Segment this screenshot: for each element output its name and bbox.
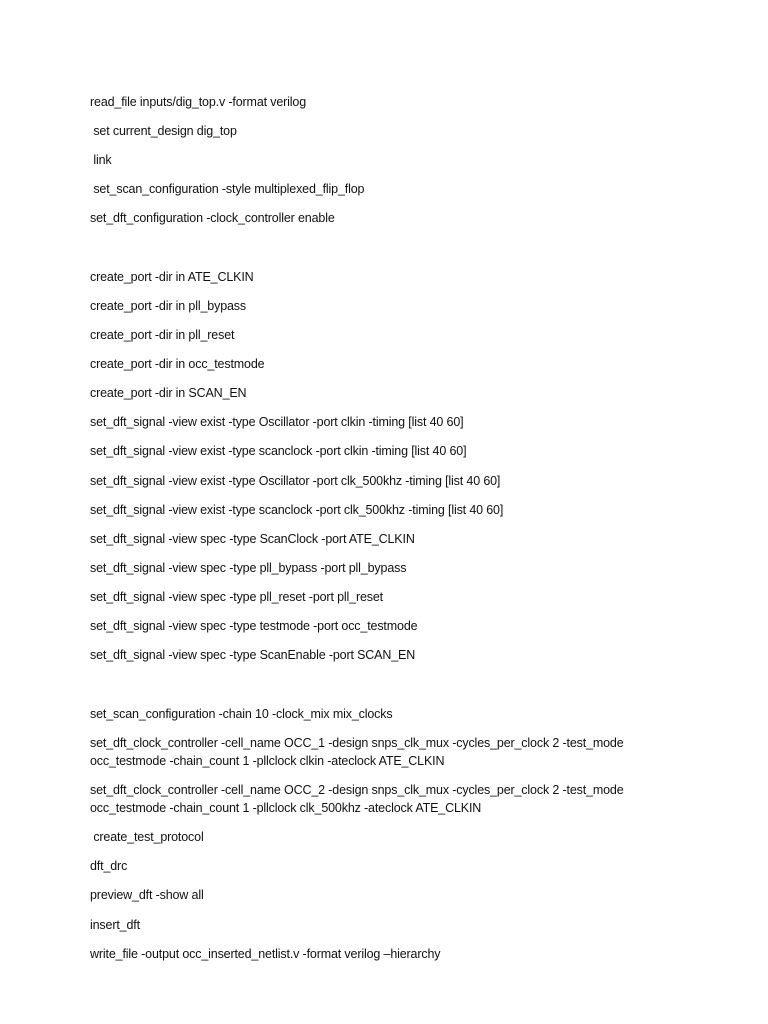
script-line: create_port -dir in ATE_CLKIN [90, 270, 254, 284]
script-line: write_file -output occ_inserted_netlist.v -format verilog –hierarchy [90, 947, 441, 961]
script-line: set_dft_configuration -clock_controller enable [90, 211, 335, 225]
script-line: set_dft_signal -view spec -type testmode -port occ_testmode [90, 619, 418, 633]
script-line: set_dft_signal -view spec -type ScanClock -port ATE_CLKIN [90, 532, 415, 546]
script-line: set_dft_clock_controller -cell_name OCC_1 -design snps_clk_mux -cycles_per_clock 2 -test_mode [90, 736, 624, 750]
script-line: dft_drc [90, 859, 128, 873]
script-line: preview_dft -show all [90, 888, 204, 902]
script-line: create_port -dir in SCAN_EN [90, 386, 247, 400]
script-line: set_dft_clock_controller -cell_name OCC_2 -design snps_clk_mux -cycles_per_clock 2 -test_mode [90, 783, 624, 797]
script-line: set_dft_signal -view spec -type ScanEnable -port SCAN_EN [90, 648, 416, 662]
script-line: insert_dft [90, 918, 140, 932]
script-line: create_port -dir in pll_reset [90, 328, 235, 342]
script-line: set_dft_signal -view spec -type pll_reset -port pll_reset [90, 590, 383, 604]
script-line: create_test_protocol [90, 830, 204, 844]
script-line: create_port -dir in pll_bypass [90, 299, 246, 313]
script-line: set_dft_signal -view spec -type pll_bypass -port pll_bypass [90, 561, 407, 575]
script-line: set_dft_signal -view exist -type scanclock -port clk_500khz -timing [list 40 60] [90, 503, 504, 517]
script-line: set current_design dig_top [90, 124, 237, 138]
script-line: set_scan_configuration -chain 10 -clock_mix mix_clocks [90, 707, 393, 721]
script-line: set_scan_configuration -style multiplexed_flip_flop [90, 182, 365, 196]
script-line: read_file inputs/dig_top.v -format verilog [90, 95, 307, 109]
script-line: occ_testmode -chain_count 1 -pllclock clkin -ateclock ATE_CLKIN [90, 754, 445, 768]
script-line: set_dft_signal -view exist -type scanclock -port clkin -timing [list 40 60] [90, 444, 467, 458]
script-line: create_port -dir in occ_testmode [90, 357, 265, 371]
script-line: link [90, 153, 112, 167]
script-line: set_dft_signal -view exist -type Oscillator -port clkin -timing [list 40 60] [90, 415, 464, 429]
script-line: occ_testmode -chain_count 1 -pllclock clk_500khz -ateclock ATE_CLKIN [90, 801, 482, 815]
script-line: set_dft_signal -view exist -type Oscillator -port clk_500khz -timing [list 40 60] [90, 474, 501, 488]
